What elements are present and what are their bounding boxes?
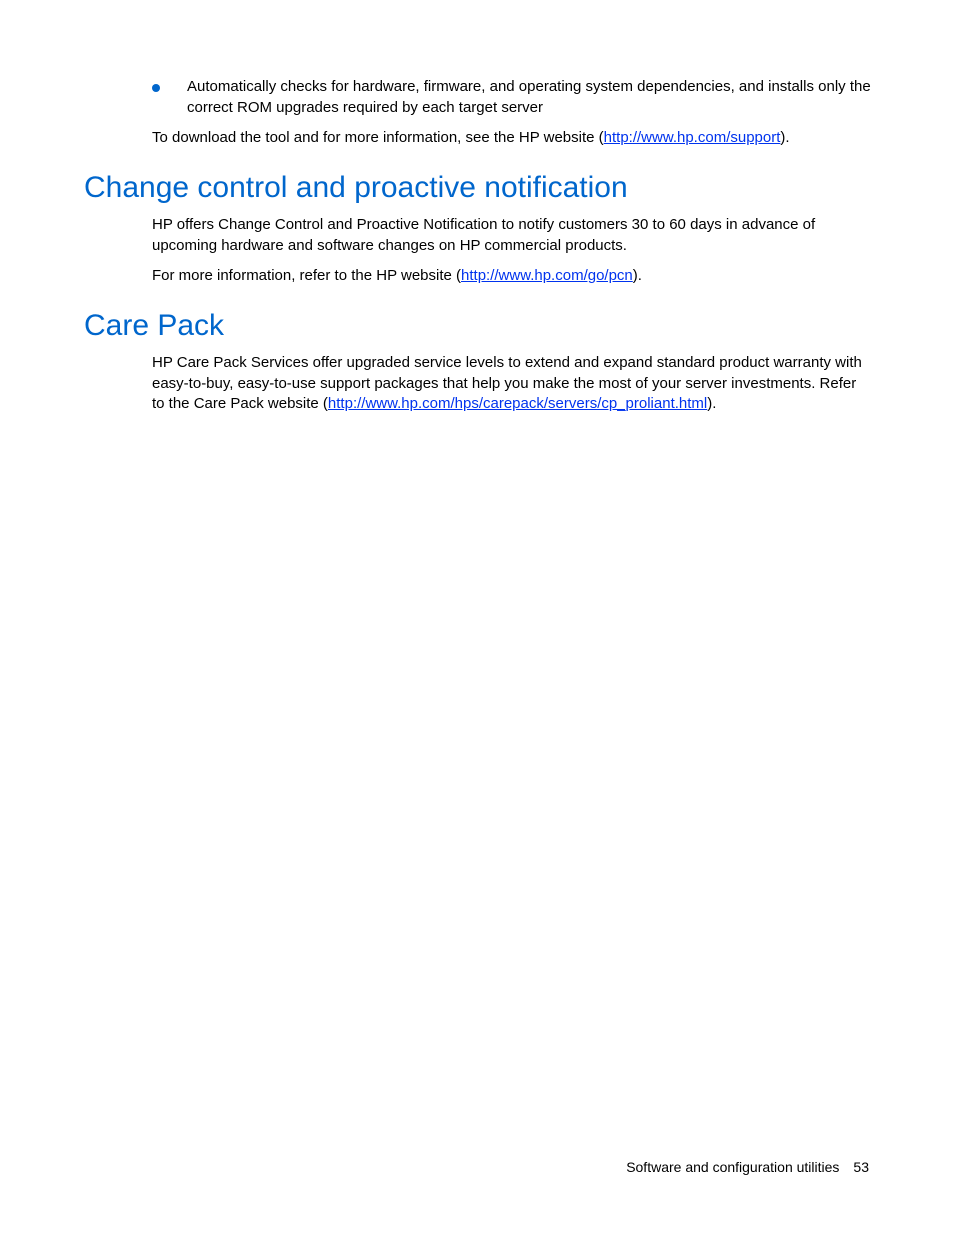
page-number: 53 xyxy=(853,1159,869,1175)
download-text-before: To download the tool and for more information, see the HP website ( xyxy=(152,129,604,146)
heading-care-pack: Care Pack xyxy=(84,309,225,342)
footer-section-title: Software and configuration utilities xyxy=(626,1159,840,1175)
pcn-text-before: For more information, refer to the HP website ( xyxy=(152,267,462,284)
change-control-paragraph: HP offers Change Control and Proactive Notification to notify customers 30 to 60 days in advance of upcoming hardware and software changes on HP commercial products. xyxy=(152,216,816,254)
care-pack-text-before: HP Care Pack Services offer upgraded service levels to extend and expand standard product warranty with easy-to-buy, easy-to-use support packages that help you make the most of your server investments. Refer to the Care Pack website ( xyxy=(152,354,862,412)
page-footer xyxy=(626,1158,869,1176)
hp-pcn-link[interactable]: http://www.hp.com/go/pcn xyxy=(461,267,633,284)
pcn-text-after: ). xyxy=(632,267,642,284)
care-pack-text-after: ). xyxy=(707,395,717,412)
bullet-dot-icon xyxy=(152,84,160,92)
care-pack-paragraph xyxy=(152,353,862,415)
hp-support-link[interactable]: http://www.hp.com/support xyxy=(603,129,781,146)
care-pack-link[interactable]: http://www.hp.com/hps/carepack/servers/cp_proliant.html xyxy=(327,395,708,412)
download-paragraph xyxy=(152,128,862,149)
heading-change-control: Change control and proactive notification xyxy=(84,171,628,204)
download-text-after: ). xyxy=(780,129,790,146)
bullet-text: Automatically checks for hardware, firmware, and operating system dependencies, and installs only the correct ROM upgrades required by each target server xyxy=(187,78,871,116)
pcn-paragraph xyxy=(152,266,862,287)
